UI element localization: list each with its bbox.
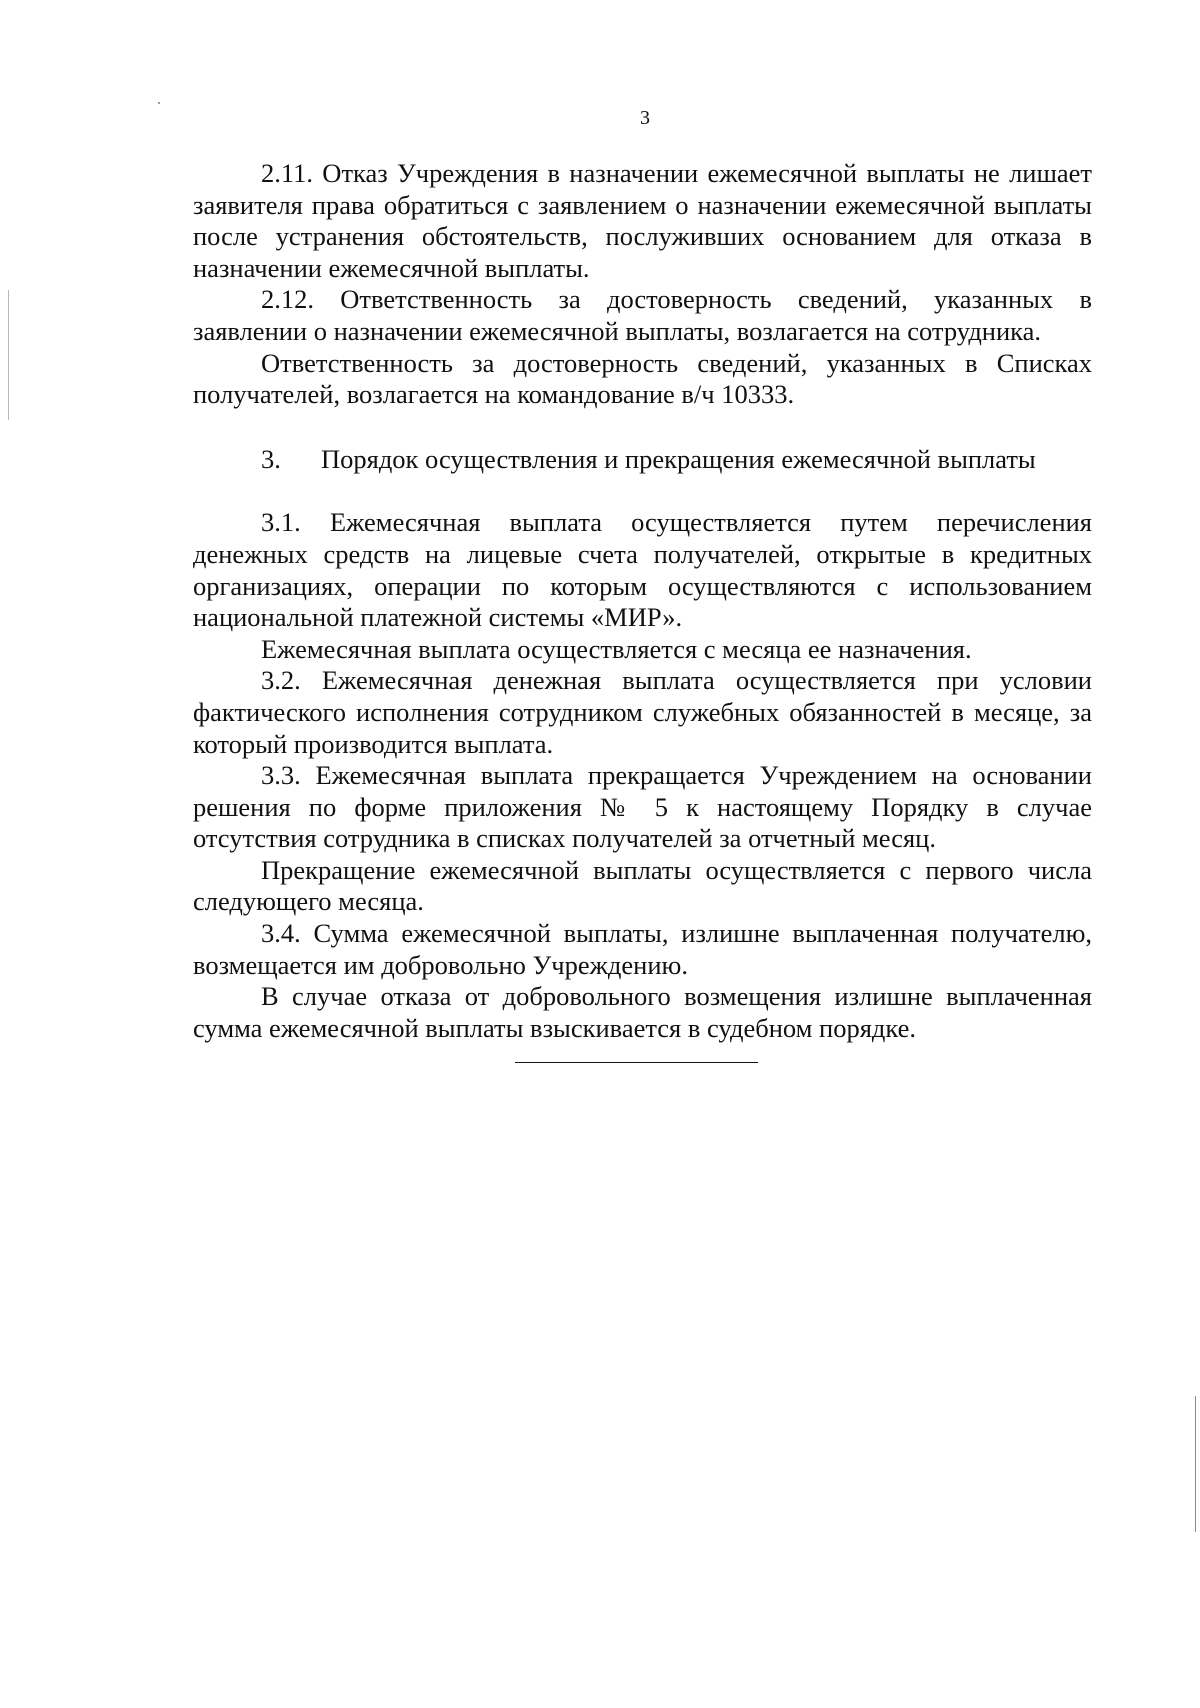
paragraph-3-4-recovery: В случае отказа от добровольного возмещения излишне выплаченная сумма ежемесячной выплаты взыскивается в судебном порядке.	[193, 981, 1092, 1043]
section-number: 3.	[261, 443, 281, 474]
paragraph-3-4: 3.4. Сумма ежемесячной выплаты, излишне выплаченная получателю, возмещается им добровольно Учреждению.	[193, 918, 1092, 980]
paragraph-3-1: 3.1. Ежемесячная выплата осуществляется путем перечисления денежных средств на лицевые счета получателей, открытые в кредитных организациях, операции по которым осуществляются с использованием национальной платежной системы «МИР».	[193, 507, 1092, 633]
scan-artifact-dot	[158, 102, 160, 104]
page-number: 3	[640, 107, 650, 129]
paragraph-3-3-termination: Прекращение ежемесячной выплаты осуществляется с первого числа следующего месяца.	[193, 854, 1092, 917]
section-heading	[193, 444, 1092, 476]
paragraph-2-11: 2.11. Отказ Учреждения в назначении ежемесячной выплаты не лишает заявителя права обратиться с заявлением о назначении ежемесячной выплаты после устранения обстоятельств, послуживших основанием для отказа в назначении ежемесячной выплаты.	[193, 158, 1092, 283]
paragraph-3-1-start: Ежемесячная выплата осуществляется с месяца ее назначения.	[261, 633, 972, 664]
scan-artifact-left-edge	[8, 290, 9, 420]
section-title: Порядок осуществления и прекращения ежемесячной выплаты	[321, 443, 1036, 474]
paragraph-2-12: 2.12. Ответственность за достоверность сведений, указанных в заявлении о назначении ежемесячной выплаты, возлагается на сотрудника.	[193, 284, 1092, 346]
paragraph-3-3: 3.3. Ежемесячная выплата прекращается Учреждением на основании решения по форме приложения № 5 к настоящему Порядку в случае отсутствия сотрудника в списках получателей за отчетный месяц.	[193, 760, 1092, 854]
paragraph-2-12-responsibility: Ответственность за достоверность сведений, указанных в Списках получателей, возлагается на командование в/ч 10333.	[193, 347, 1092, 410]
paragraph-3-2: 3.2. Ежемесячная денежная выплата осуществляется при условии фактического исполнения сотрудником служебных обязанностей в месяце, за который производится выплата.	[193, 665, 1092, 759]
scan-artifact-right-edge	[1195, 1396, 1196, 1532]
end-of-document-rule	[515, 1062, 758, 1063]
document-body	[193, 158, 1092, 1044]
